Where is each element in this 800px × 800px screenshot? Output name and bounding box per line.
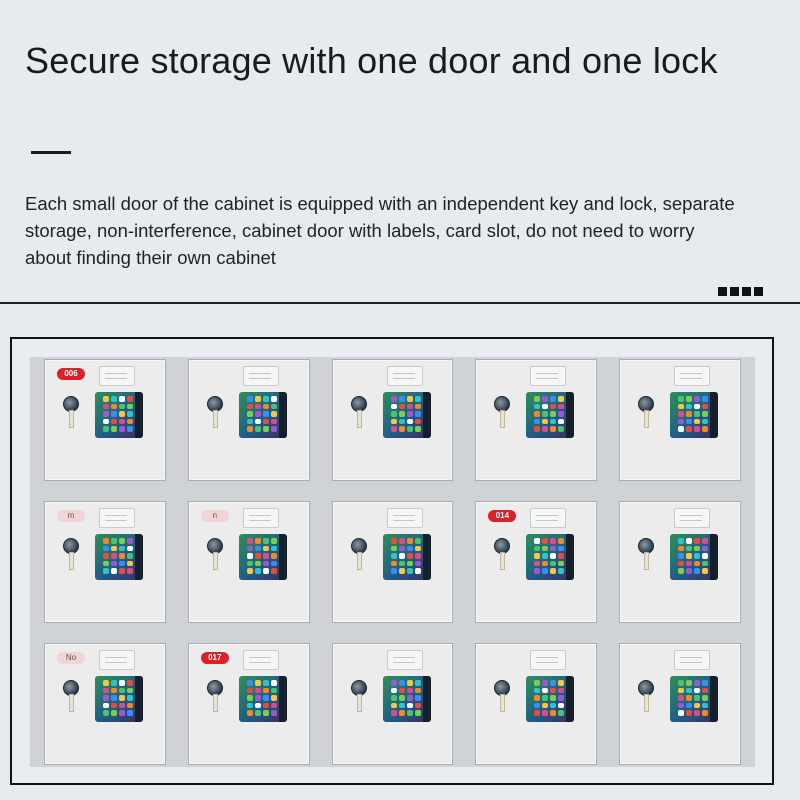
door-number-badge: 006 [57,368,85,380]
headline-underline [31,151,71,154]
key-icon [357,552,362,570]
card-slot [99,366,135,386]
phone-window [95,534,143,580]
key-icon [213,552,218,570]
card-slot [243,508,279,528]
card-slot [99,508,135,528]
door-number-badge [345,652,373,664]
door-number-badge [488,368,516,380]
key-icon [500,552,505,570]
door-number-badge [488,652,516,664]
locker-door [44,643,166,765]
key-icon [213,410,218,428]
phone-window [526,676,574,722]
card-slot [99,650,135,670]
card-slot [243,650,279,670]
key-icon [357,694,362,712]
locker-door [332,359,454,481]
key-icon [357,410,362,428]
card-slot [387,508,423,528]
door-number-badge [632,510,660,522]
door-number-badge [345,510,373,522]
locker-door [619,643,741,765]
locker-door [475,501,597,623]
key-icon [213,694,218,712]
door-number-badge [632,368,660,380]
card-slot [243,366,279,386]
phone-window [670,534,718,580]
locker-door [44,359,166,481]
key-icon [644,410,649,428]
product-image-frame [10,337,774,785]
locker-door [44,501,166,623]
phone-window [383,392,431,438]
locker-door [475,643,597,765]
phone-window [239,534,287,580]
phone-window [239,676,287,722]
phone-window [670,392,718,438]
card-slot [674,650,710,670]
locker-door [475,359,597,481]
key-icon [69,410,74,428]
door-number-badge: m [57,510,85,522]
locker-door [188,359,310,481]
phone-window [383,534,431,580]
locker-door [332,501,454,623]
phone-window [383,676,431,722]
door-number-badge: 017 [201,652,229,664]
locker-door [188,501,310,623]
key-icon [69,694,74,712]
door-number-badge: n [201,510,229,522]
door-number-badge [345,368,373,380]
card-slot [674,508,710,528]
phone-window [526,534,574,580]
decorative-dots [718,287,763,296]
card-slot [674,366,710,386]
phone-window [526,392,574,438]
phone-window [239,392,287,438]
card-slot [387,650,423,670]
card-slot [387,366,423,386]
phone-window [670,676,718,722]
locker-door [619,501,741,623]
section-divider [0,302,800,304]
card-slot [530,508,566,528]
key-icon [500,694,505,712]
card-slot [530,366,566,386]
phone-window [95,676,143,722]
card-slot [530,650,566,670]
description-text: Each small door of the cabinet is equipped with an independent key and lock, separate storage, non-interference, cabinet door with labels, card slot, do not need to worry about finding their own cabinet [25,193,735,268]
locker-cabinet [30,357,755,767]
key-icon [500,410,505,428]
phone-window [95,392,143,438]
door-number-badge [632,652,660,664]
key-icon [69,552,74,570]
door-number-badge [201,368,229,380]
door-number-badge: No [57,652,85,664]
locker-door [188,643,310,765]
door-number-badge: 014 [488,510,516,522]
key-icon [644,552,649,570]
locker-door [332,643,454,765]
key-icon [644,694,649,712]
page-headline: Secure storage with one door and one lock [25,40,718,81]
locker-door [619,359,741,481]
